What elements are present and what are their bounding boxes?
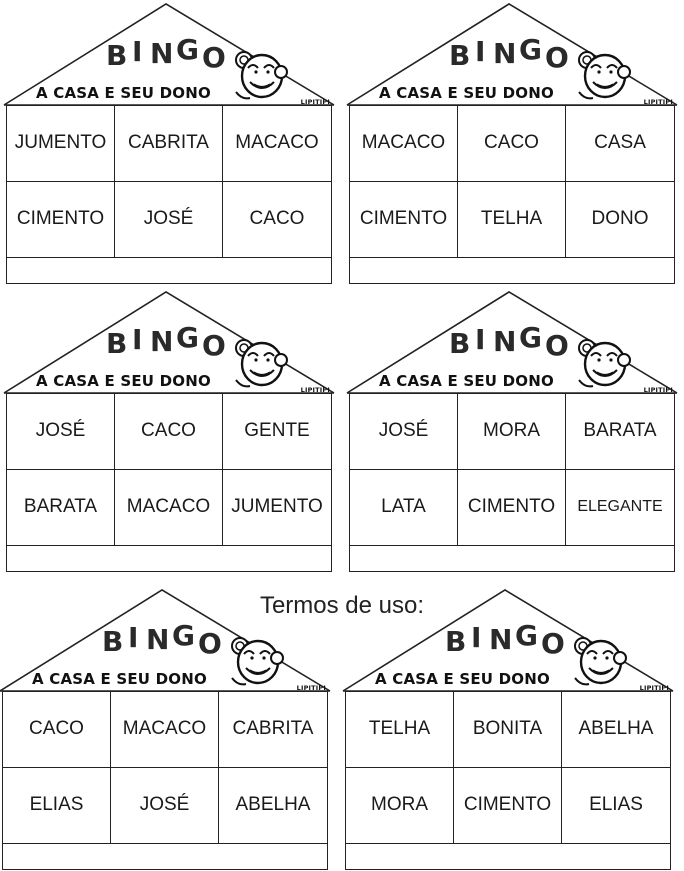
card-footer-bar	[2, 844, 328, 870]
card-footer-bar	[349, 546, 675, 572]
word-cell: BONITA	[454, 692, 562, 768]
bingo-letter: B	[449, 327, 471, 360]
bingo-letter: B	[449, 39, 471, 72]
word-cell: BARATA	[7, 470, 115, 546]
word-grid	[6, 105, 332, 258]
word-cell: CIMENTO	[458, 470, 566, 546]
word-cell: MACACO	[223, 106, 331, 182]
word-grid	[6, 393, 332, 546]
card-subtitle: A CASA E SEU DONO	[379, 372, 554, 390]
word-cell: CIMENTO	[454, 768, 562, 844]
bingo-letter: N	[489, 623, 513, 656]
word-cell: CASA	[566, 106, 674, 182]
word-cell: CACO	[3, 692, 111, 768]
word-cell: JOSÉ	[7, 394, 115, 470]
brand-label: LIPITIPI	[643, 386, 673, 394]
word-cell: JOSÉ	[350, 394, 458, 470]
word-cell: CIMENTO	[350, 182, 458, 258]
card-subtitle: A CASA E SEU DONO	[379, 84, 554, 102]
word-cell: ABELHA	[235, 794, 311, 816]
word-cell: MORA	[458, 394, 566, 470]
bingo-letter: O	[545, 41, 569, 74]
bingo-letter: N	[146, 623, 170, 656]
brand-label: LIPITIPI	[300, 386, 330, 394]
word-cell: MACACO	[111, 692, 219, 768]
bingo-letter: G	[519, 33, 542, 66]
bingo-title	[449, 321, 579, 364]
word-cell: JOSÉ	[115, 182, 223, 258]
word-cell: TELHA	[458, 182, 566, 258]
brand-label: LIPITIPI	[300, 98, 330, 106]
bingo-letter: G	[172, 619, 195, 652]
card-footer-bar	[6, 258, 332, 284]
word-cell: BARATA	[566, 394, 674, 470]
bingo-letter: O	[202, 41, 226, 74]
word-cell: CACO	[458, 106, 566, 182]
word-cell: CABRITA	[115, 106, 223, 182]
word-cell: DONO	[591, 208, 649, 230]
word-cell: MACACO	[115, 470, 223, 546]
word-cell: JUMENTO	[7, 106, 115, 182]
bingo-title	[106, 33, 236, 76]
bingo-letter: B	[102, 625, 124, 658]
bingo-letter: N	[150, 37, 174, 70]
bingo-letter: I	[128, 621, 139, 654]
brand-label: LIPITIPI	[643, 98, 673, 106]
bingo-title	[102, 619, 232, 662]
bingo-letter: G	[176, 321, 199, 354]
terms-label: Termos de uso:	[259, 592, 425, 619]
bingo-letter: O	[541, 627, 565, 660]
bingo-letter: I	[132, 35, 143, 68]
bingo-title	[449, 33, 579, 76]
card-subtitle: A CASA E SEU DONO	[36, 84, 211, 102]
card-subtitle: A CASA E SEU DONO	[36, 372, 211, 390]
bingo-letter: O	[202, 329, 226, 362]
bingo-letter: I	[132, 323, 143, 356]
card-footer-bar	[349, 258, 675, 284]
word-cell: CIMENTO	[7, 182, 115, 258]
brand-label: LIPITIPI	[639, 684, 669, 692]
word-cell: ELIAS	[589, 794, 643, 816]
word-cell: CABRITA	[219, 692, 327, 768]
word-grid	[345, 691, 671, 844]
word-cell: CACO	[115, 394, 223, 470]
word-cell: MORA	[346, 768, 454, 844]
bingo-title	[445, 619, 575, 662]
word-cell: ELEGANTE	[577, 498, 663, 516]
brand-label: LIPITIPI	[296, 684, 326, 692]
bingo-letter: B	[445, 625, 467, 658]
word-cell: ABELHA	[562, 692, 670, 768]
bingo-letter: B	[106, 327, 128, 360]
card-subtitle: A CASA E SEU DONO	[32, 670, 207, 688]
word-cell: JUMENTO	[231, 496, 323, 518]
word-cell: MACACO	[350, 106, 458, 182]
card-footer-bar	[6, 546, 332, 572]
card-footer-bar	[345, 844, 671, 870]
word-cell: TELHA	[346, 692, 454, 768]
bingo-letter: I	[475, 323, 486, 356]
word-cell: CACO	[249, 208, 305, 230]
bingo-card	[345, 2, 679, 284]
word-cell: GENTE	[223, 394, 331, 470]
bingo-card	[345, 290, 679, 572]
bingo-letter: N	[493, 37, 517, 70]
word-grid	[349, 393, 675, 546]
bingo-letter: O	[545, 329, 569, 362]
bingo-letter: I	[471, 621, 482, 654]
bingo-card	[341, 588, 675, 870]
bingo-letter: O	[198, 627, 222, 660]
bingo-letter: N	[150, 325, 174, 358]
word-cell: LATA	[350, 470, 458, 546]
bingo-card	[2, 2, 336, 284]
bingo-letter: G	[515, 619, 538, 652]
bingo-letter: I	[475, 35, 486, 68]
word-cell: ELIAS	[3, 768, 111, 844]
bingo-letter: G	[519, 321, 542, 354]
bingo-card	[2, 290, 336, 572]
word-grid	[349, 105, 675, 258]
word-grid	[2, 691, 328, 844]
word-cell: JOSÉ	[111, 768, 219, 844]
bingo-letter: N	[493, 325, 517, 358]
bingo-letter: B	[106, 39, 128, 72]
bingo-card	[0, 588, 332, 870]
bingo-letter: G	[176, 33, 199, 66]
bingo-title	[106, 321, 236, 364]
card-subtitle: A CASA E SEU DONO	[375, 670, 550, 688]
